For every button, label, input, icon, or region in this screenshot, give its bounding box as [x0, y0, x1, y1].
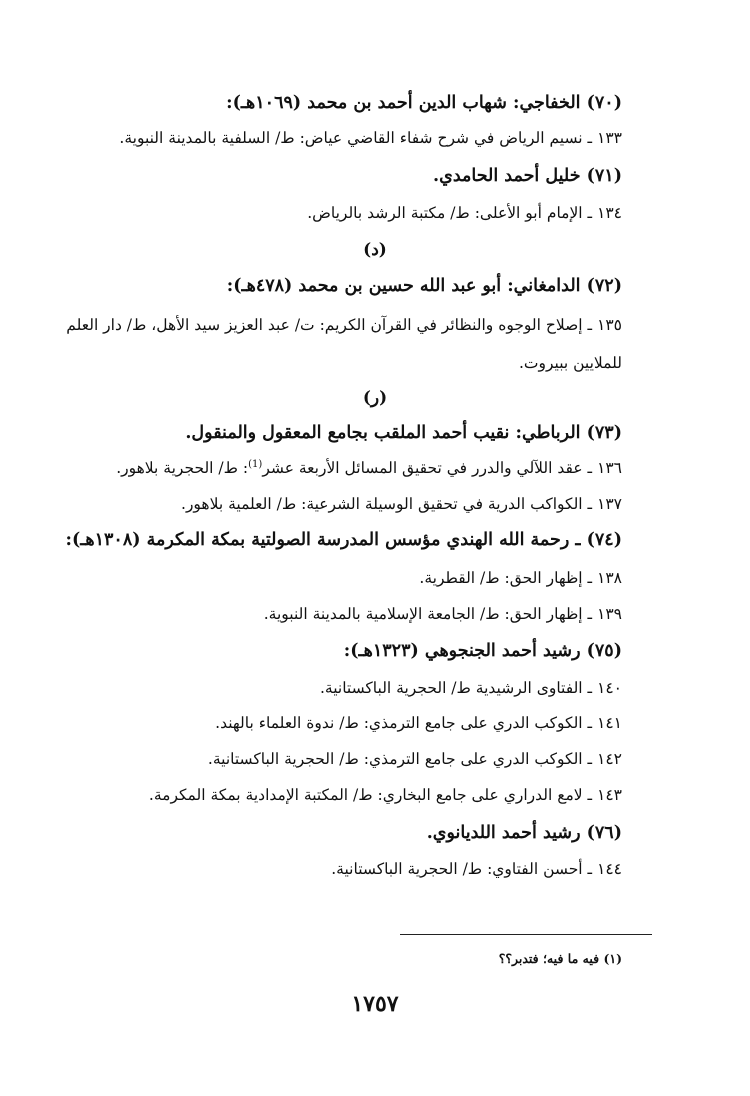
item-134: ١٣٤ ـ الإمام أبو الأعلى: ط/ مكتبة الرشد بالرياض.	[307, 204, 622, 222]
entry-heading-71: (٧١) خليل أحمد الحامدي.	[433, 166, 622, 186]
item-144: ١٤٤ ـ أحسن الفتاوي: ط/ الحجرية الباكستانية.	[331, 860, 622, 878]
item-139: ١٣٩ ـ إظهار الحق: ط/ الجامعة الإسلامية بالمدينة النبوية.	[263, 605, 622, 623]
footnote: (١) فيه ما فيه؛ فتدبر؟؟	[498, 951, 622, 966]
item-140: ١٤٠ ـ الفتاوى الرشيدية ط/ الحجرية الباكستانية.	[319, 679, 622, 697]
item-142: ١٤٢ ـ الكوكب الدري على جامع الترمذي: ط/ الحجرية الباكستانية.	[207, 750, 622, 768]
page-number: ١٧٥٧	[351, 991, 399, 1017]
section-letter-dal: (د)	[363, 240, 387, 260]
entry-heading-75: (٧٥) رشيد أحمد الجنجوهي (١٣٢٣هـ):	[343, 641, 622, 661]
entry-heading-74: (٧٤) ـ رحمة الله الهندي مؤسس المدرسة الصولتية بمكة المكرمة (١٣٠٨هـ):	[65, 530, 622, 550]
entry-heading-76: (٧٦) رشيد أحمد اللديانوي.	[426, 823, 622, 843]
item-135: ١٣٥ ـ إصلاح الوجوه والنظائر في القرآن الكريم: ت/ عبد العزيز سيد الأهل، ط/ دار العلم للملايين ببيروت.	[66, 316, 622, 372]
item-141: ١٤١ ـ الكوكب الدري على جامع الترمذي: ط/ ندوة العلماء بالهند.	[215, 714, 622, 732]
entry-heading-72: (٧٢) الدامغاني: أبو عبد الله حسين بن محمد (٤٧٨هـ):	[226, 276, 622, 296]
item-133: ١٣٣ ـ نسيم الرياض في شرح شفاء القاضي عياض: ط/ السلفية بالمدينة النبوية.	[119, 129, 622, 147]
footnote-marker: (1)	[248, 459, 263, 470]
item-137: ١٣٧ ـ الكواكب الدرية في تحقيق الوسيلة الشرعية: ط/ العلمية بلاهور.	[181, 495, 622, 513]
item-136	[70, 459, 622, 478]
footnote-divider	[400, 934, 652, 935]
item-136-text: ١٣٦ ـ عقد اللآلي والدرر في تحقيق المسائل الأربعة عشر	[262, 459, 622, 478]
item-143: ١٤٣ ـ لامع الدراري على جامع البخاري: ط/ المكتبة الإمدادية بمكة المكرمة.	[148, 786, 622, 804]
item-136-publisher: : ط/ الحجرية بلاهور.	[116, 459, 249, 478]
entry-heading-70: (٧٠) الخفاجي: شهاب الدين أحمد بن محمد (١٠٦٩هـ):	[226, 93, 622, 113]
section-letter-ra: (ر)	[362, 388, 388, 408]
entry-heading-73: (٧٣) الرباطي: نقيب أحمد الملقب بجامع المعقول والمنقول.	[185, 423, 622, 443]
item-138: ١٣٨ ـ إظهار الحق: ط/ القطرية.	[419, 569, 622, 587]
